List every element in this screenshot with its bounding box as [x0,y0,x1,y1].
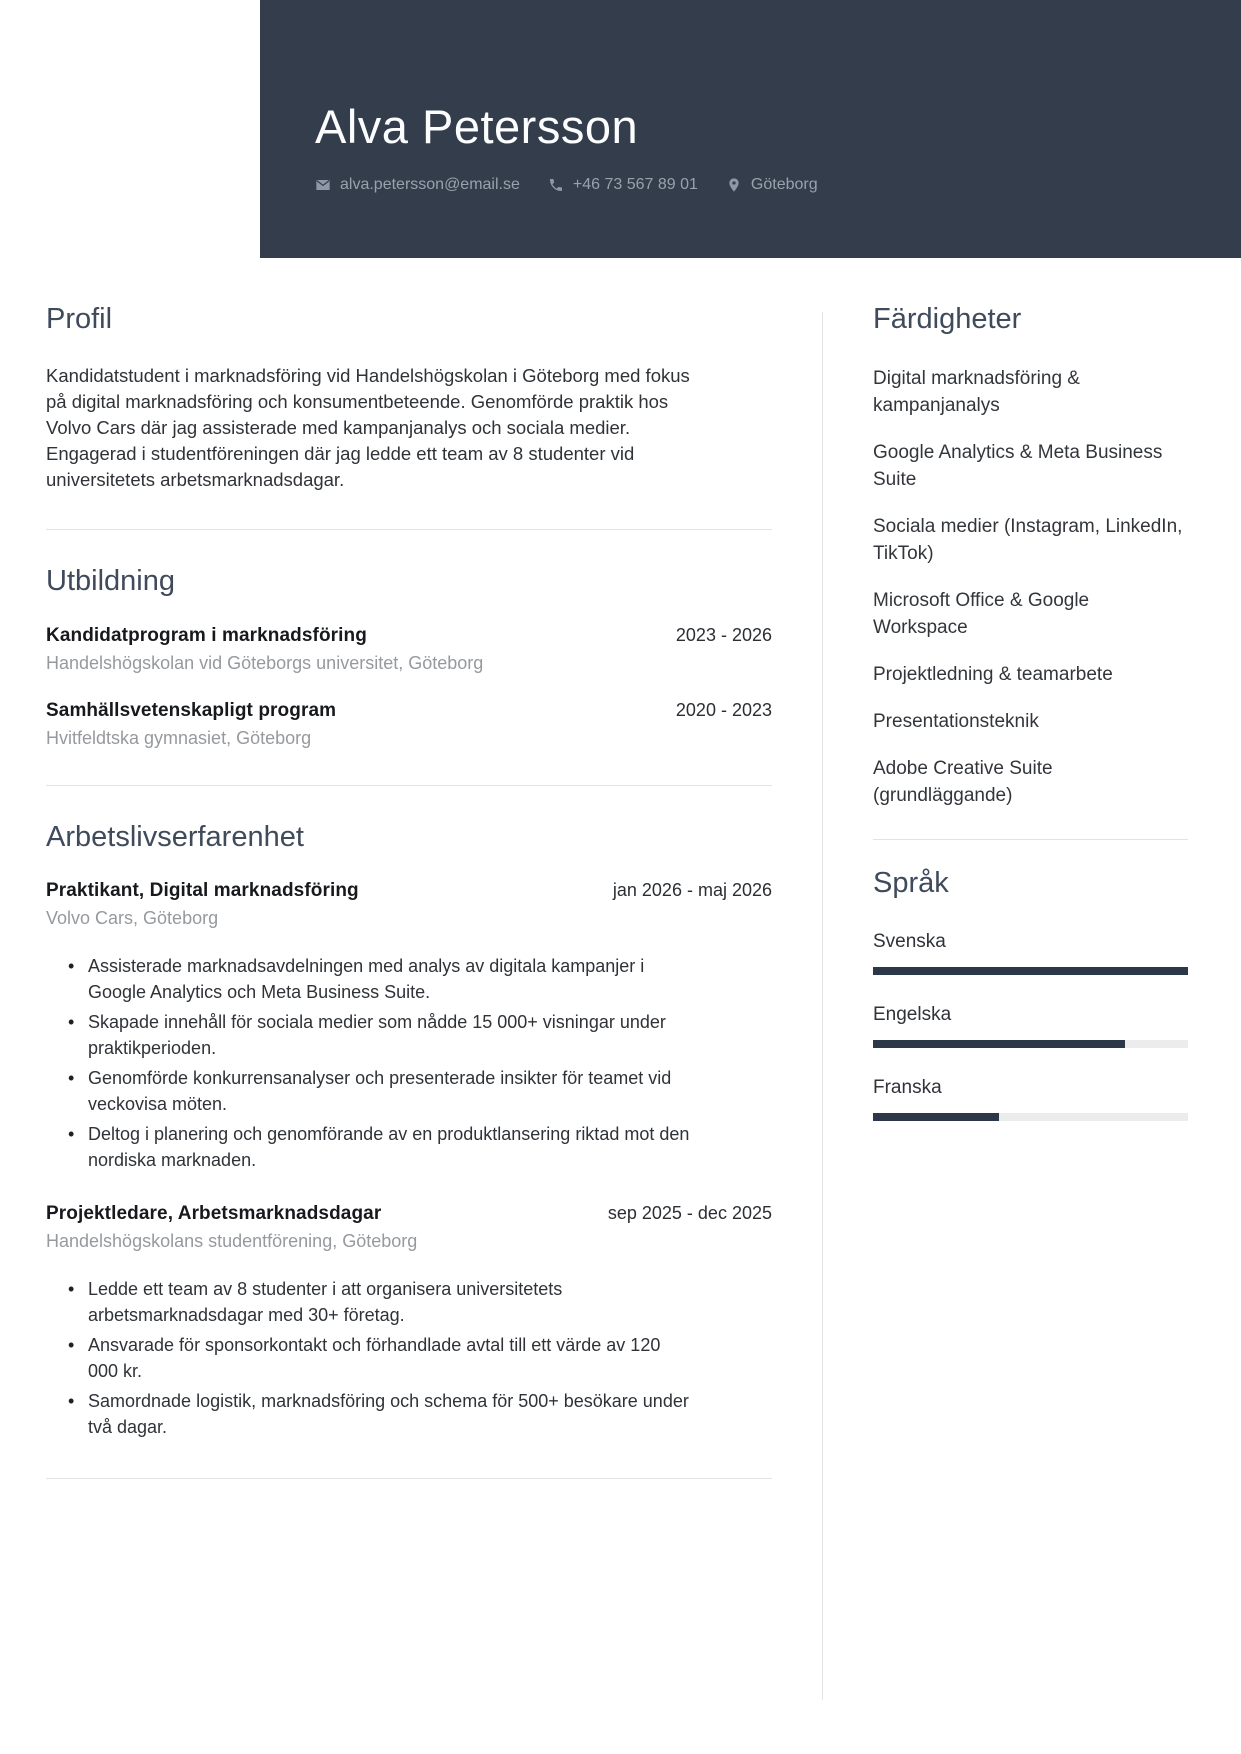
languages-section-title: Språk [873,866,949,899]
education-section-title: Utbildning [46,564,175,597]
language-name: Svenska [873,930,946,952]
profile-text: Kandidatstudent i marknadsföring vid Handelshögskolan i Göteborg med fokus på digital marknadsföring och konsumentbeteende. Genomförde praktik hos Volvo Cars där jag assisterade med kampanjanalys och sociala medier. Engagerad i studentföreningen där jag ledde ett team av 8 studenter vid universitetets arbetsmarknadsdagar. [46,364,690,490]
skills-section-title: Färdigheter [873,303,1022,335]
degree-title: Samhällsvetenskapligt program [46,699,337,721]
job-bullet-list [66,953,772,1173]
experience-entry-head [46,1203,772,1225]
language-item [873,1004,1188,1048]
job-bullet: • Deltog i planering och genomförande av en produktlansering riktad mot den nordiska marknaden. [66,1121,691,1173]
section-divider [46,1478,772,1479]
job-org: Handelshögskolans studentförening, Göteborg [46,1231,418,1252]
left-column [46,302,772,1513]
skill-item: Presentationsteknik [873,710,1039,732]
school-name: Hvitfeldtska gymnasiet, Göteborg [46,727,312,748]
profile-section-title: Profil [46,303,113,335]
job-bullet: • Samordnade logistik, marknadsföring och schema för 500+ besökare under två dagar. [66,1388,691,1440]
skill-item: Digital marknadsföring & kampanjanalys [873,367,1080,416]
experience-entry [46,880,772,1173]
section-divider [873,839,1188,840]
location-pin-icon [726,177,742,193]
education-entry-head [46,700,772,722]
job-title: Projektledare, Arbetsmarknadsdagar [46,1203,382,1225]
education-entry-head [46,625,772,647]
job-bullet: • Skapade innehåll för sociala medier som nådde 15 000+ visningar under praktikperioden. [66,1009,691,1061]
education-entry [46,700,772,749]
language-level-track [873,967,1188,975]
language-level-track [873,1040,1188,1048]
skill-item: Sociala medier (Instagram, LinkedIn, TikTok) [873,515,1183,564]
experience-entries [46,880,772,1440]
skill-item: Adobe Creative Suite (grundläggande) [873,757,1053,806]
skill-item: Google Analytics & Meta Business Suite [873,441,1163,490]
section-divider [46,785,772,786]
skills-list [873,365,1188,809]
person-name: Alva Petersson [315,100,639,153]
contact-phone-text: +46 73 567 89 01 [572,176,698,194]
resume-body [0,258,1241,1700]
job-bullet-list [66,1276,772,1440]
language-item [873,931,1188,975]
job-bullet: • Assisterade marknadsavdelningen med analys av digitala kampanjer i Google Analytics och Meta Business Suite. [66,953,691,1005]
job-title: Praktikant, Digital marknadsföring [46,880,359,902]
education-entry [46,625,772,674]
job-org: Volvo Cars, Göteborg [46,908,219,929]
job-dates: sep 2025 - dec 2025 [607,1203,772,1224]
contact-email-text: alva.petersson@email.se [340,176,520,194]
language-level-bar [873,967,1188,975]
job-bullet: • Genomförde konkurrensanalyser och presenterade insikter för teamet vid veckovisa möten. [66,1065,691,1117]
language-name: Engelska [873,1003,952,1025]
language-level-track [873,1113,1188,1121]
job-bullet: • Ansvarade för sponsorkontakt och förhandlade avtal till ett värde av 120 000 kr. [66,1332,691,1384]
phone-icon [548,177,564,193]
contact-location [726,176,818,194]
job-dates: jan 2026 - maj 2026 [612,880,772,901]
education-entries [46,625,772,749]
contact-row [315,176,1201,194]
experience-entry [46,1203,772,1440]
education-dates: 2023 - 2026 [675,624,772,645]
degree-title: Kandidatprogram i marknadsföring [46,624,367,646]
contact-phone [548,176,698,194]
job-bullet: • Ledde ett team av 8 studenter i att organisera universitetets arbetsmarknadsdagar med 30+ företag. [66,1276,691,1328]
language-level-bar [873,1040,1125,1048]
skill-item: Microsoft Office & Google Workspace [873,589,1090,638]
contact-location-text: Göteborg [750,176,818,194]
section-divider [46,529,772,530]
language-name: Franska [873,1076,942,1098]
education-dates: 2020 - 2023 [675,699,772,720]
languages-list [873,931,1188,1121]
experience-section-title: Arbetslivserfarenhet [46,820,304,853]
header-banner [260,0,1241,258]
language-level-bar [873,1113,999,1121]
column-divider [822,312,823,1700]
school-name: Handelshögskolan vid Göteborgs universitet, Göteborg [46,652,484,673]
experience-entry-head [46,880,772,902]
contact-email [315,176,520,194]
language-item [873,1077,1188,1121]
right-column [873,302,1188,1150]
envelope-icon [315,177,331,193]
skill-item: Projektledning & teamarbete [873,663,1113,685]
